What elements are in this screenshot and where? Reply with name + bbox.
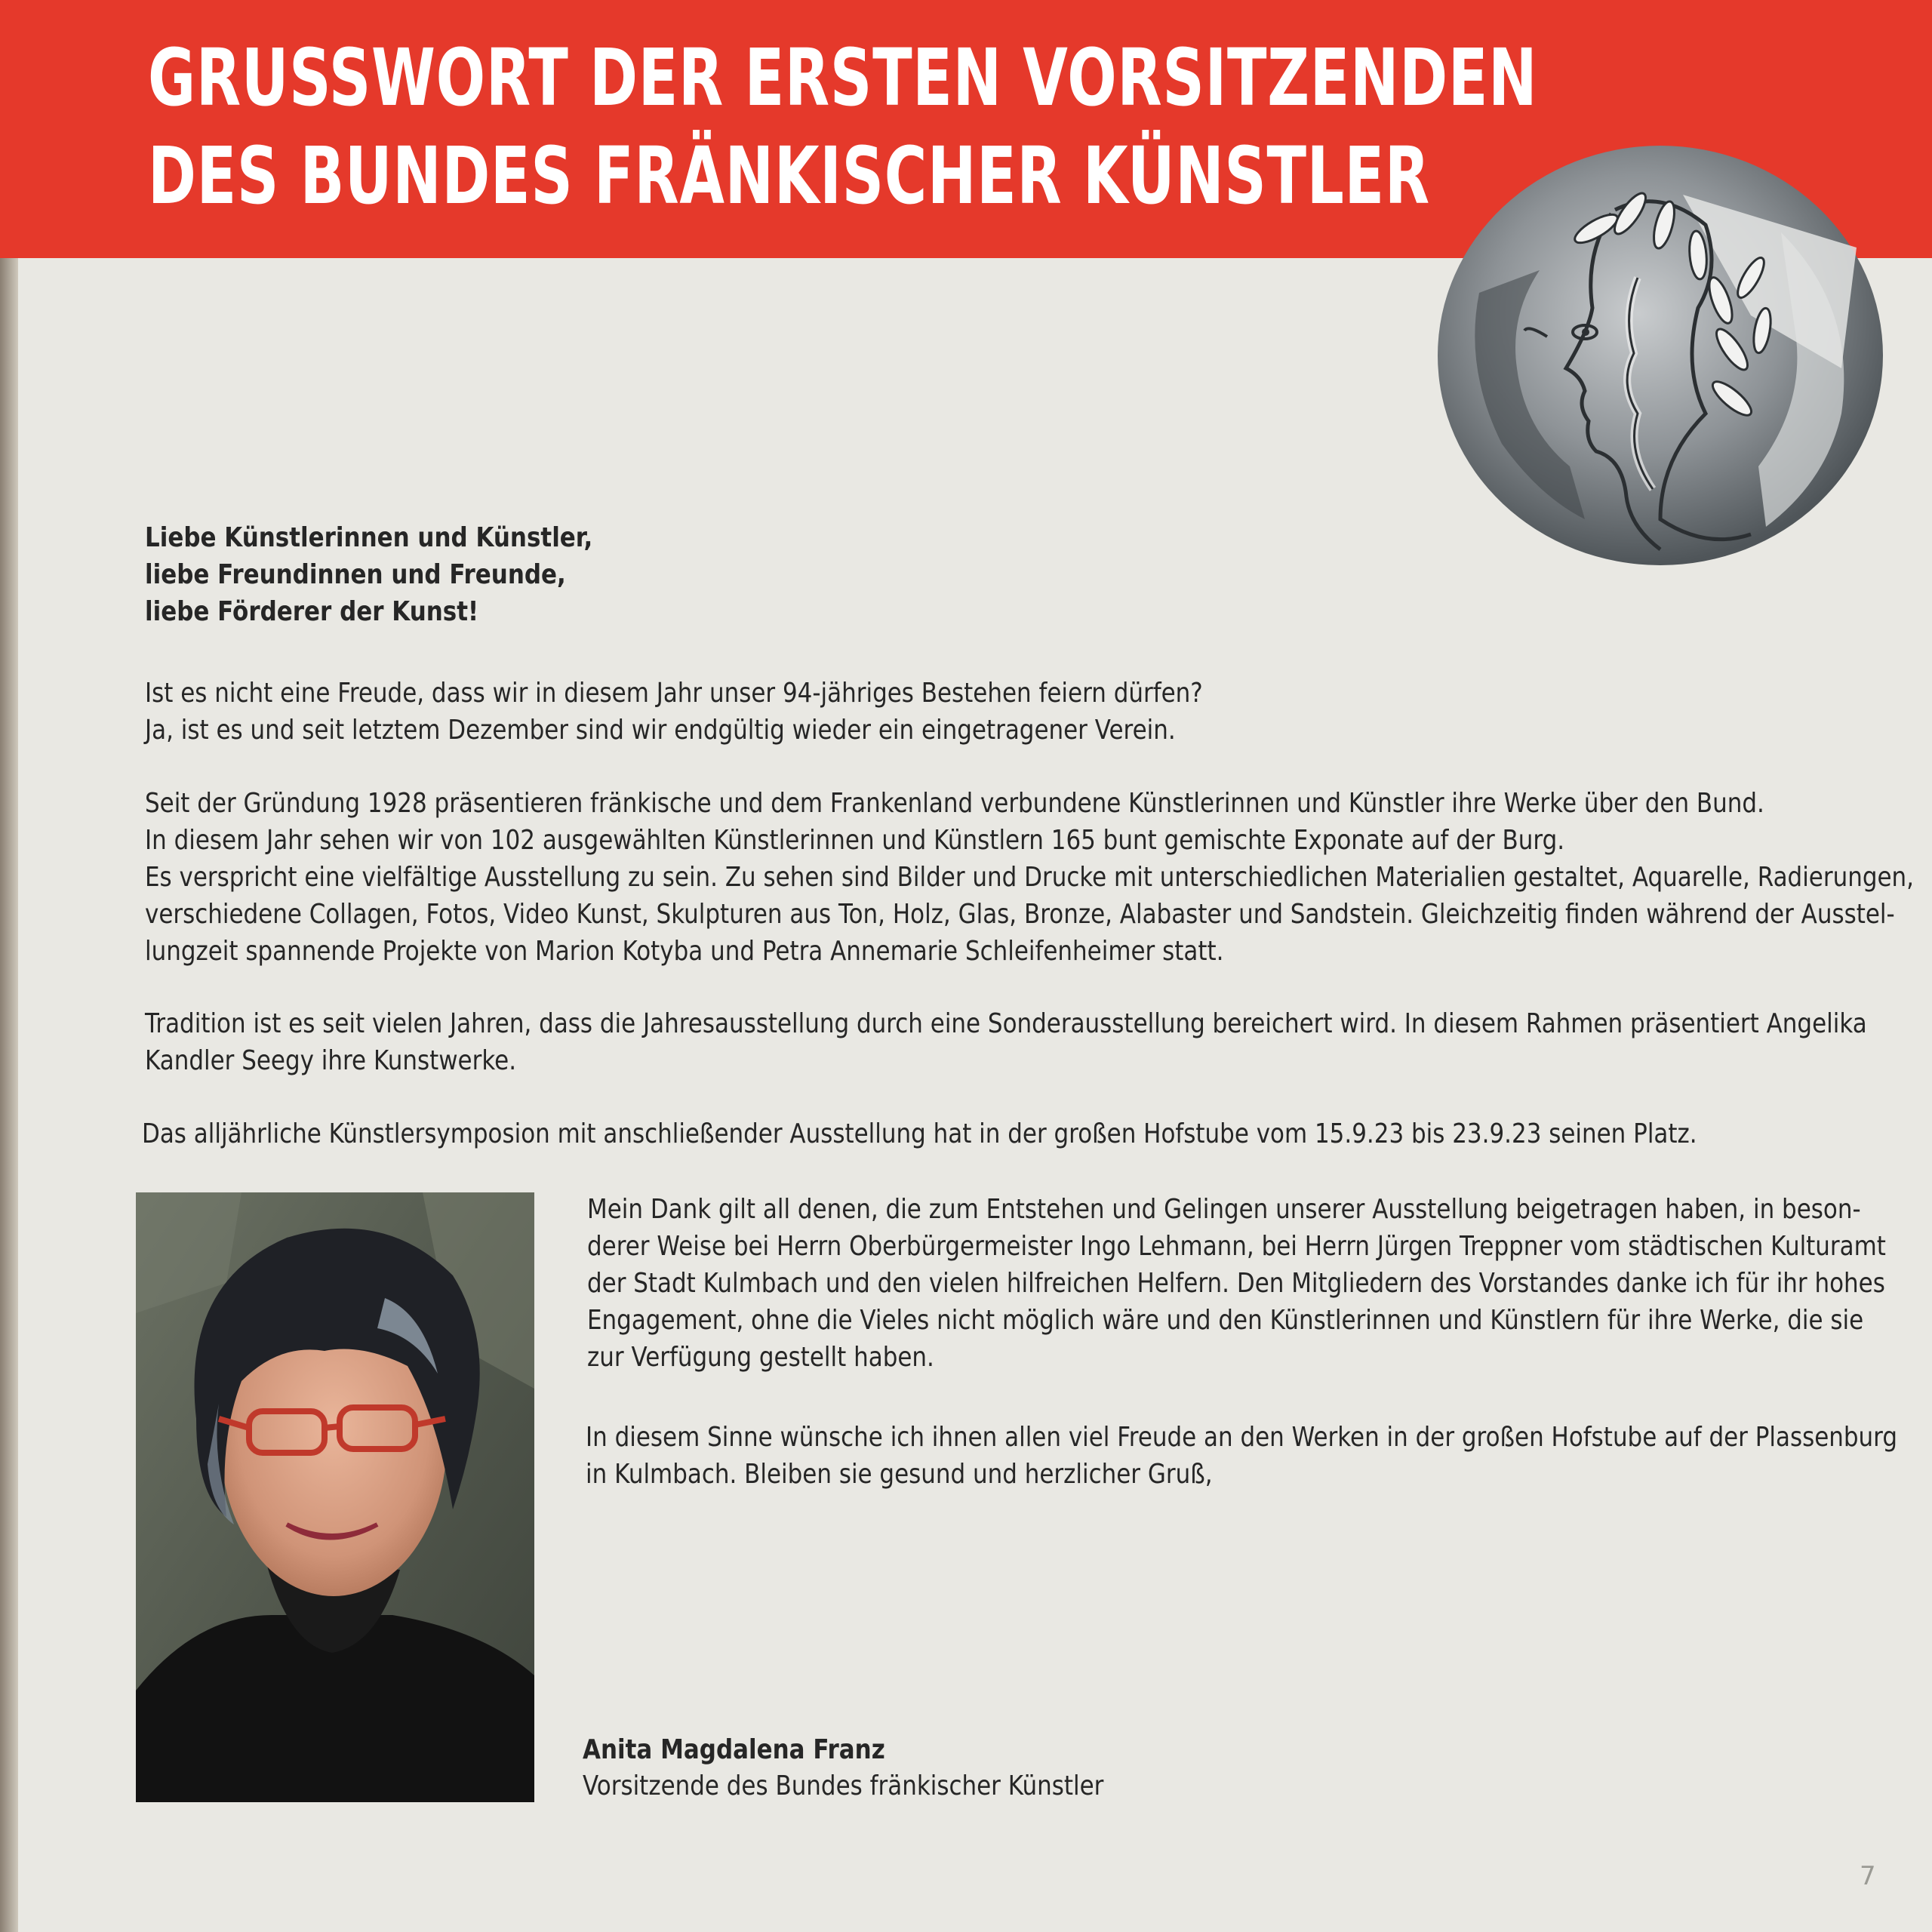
- salutation: [145, 519, 592, 630]
- text-line: Engagement, ohne die Vieles nicht möglich wäre und den Künstlerinnen und Künstlern für ihre Werke, die sie: [587, 1305, 1864, 1336]
- paragraph-symposion: [142, 1115, 1697, 1152]
- page-number: 7: [1860, 1861, 1876, 1891]
- text-line: der Stadt Kulmbach und den vielen hilfreichen Helfern. Den Mitgliedern des Vorstandes danke ich für ihr hohes: [587, 1268, 1885, 1299]
- text-line: In diesem Sinne wünsche ich ihnen allen viel Freude an den Werken in der großen Hofstube auf der Plassenburg: [586, 1422, 1897, 1453]
- text-line: zur Verfügung gestellt haben.: [587, 1342, 934, 1373]
- laurel-head-medallion-icon: [1434, 142, 1887, 569]
- text-line: Kandler Seegy ihre Kunstwerke.: [145, 1045, 517, 1076]
- text-line: Das alljährliche Künstlersymposion mit anschließender Ausstellung hat in der großen Hofstube vom 15.9.23 bis 23.9.23 seinen Platz.: [142, 1118, 1697, 1149]
- text-line: Ist es nicht eine Freude, dass wir in diesem Jahr unser 94-jähriges Bestehen feiern dürfen?: [145, 678, 1203, 709]
- page-title: [148, 29, 1537, 225]
- portrait-photo-icon: [136, 1192, 534, 1802]
- paragraph-thanks: [587, 1191, 1886, 1376]
- salutation-line: Liebe Künstlerinnen und Künstler,: [145, 522, 593, 553]
- paragraph-special-exhibition: [145, 1005, 1867, 1079]
- text-line: Ja, ist es und seit letztem Dezember sind wir endgültig wieder ein eingetragener Verein.: [145, 715, 1176, 746]
- text-line: Mein Dank gilt all denen, die zum Entstehen und Gelingen unserer Ausstellung beigetragen haben, in beson-: [587, 1194, 1861, 1225]
- text-line: Es verspricht eine vielfältige Ausstellung zu sein. Zu sehen sind Bilder und Drucke mit unterschiedlichen Materialien gestaltet, Aquarelle, Radierungen,: [145, 862, 1914, 893]
- text-line: Tradition ist es seit vielen Jahren, dass die Jahresausstellung durch eine Sonderausstellung bereichert wird. In diesem Rahmen präsentiert Angelika: [145, 1008, 1867, 1039]
- paragraph-closing: [586, 1419, 1897, 1493]
- signature-role: Vorsitzende des Bundes fränkischer Künstler: [583, 1770, 1104, 1801]
- text-line: lungzeit spannende Projekte von Marion Kotyba und Petra Annemarie Schleifenheimer statt.: [145, 936, 1224, 967]
- title-line: DES BUNDES FRÄNKISCHER KÜNSTLER: [148, 130, 1430, 222]
- signature-name: Anita Magdalena Franz: [583, 1734, 885, 1765]
- salutation-line: liebe Förderer der Kunst!: [145, 596, 479, 627]
- text-line: In diesem Jahr sehen wir von 102 ausgewählten Künstlerinnen und Künstlern 165 bunt gemischte Exponate auf der Burg.: [145, 825, 1565, 856]
- text-line: Seit der Gründung 1928 präsentieren fränkische und dem Frankenland verbundene Künstlerinnen und Künstler ihre Werke über den Bund.: [145, 788, 1764, 819]
- page-gutter-shadow: [0, 0, 18, 1932]
- text-line: verschiedene Collagen, Fotos, Video Kunst, Skulpturen aus Ton, Holz, Glas, Bronze, Alabaster und Sandstein. Gleichzeitig finden während der Ausstel-: [145, 899, 1895, 930]
- text-line: in Kulmbach. Bleiben sie gesund und herzlicher Gruß,: [586, 1459, 1213, 1490]
- salutation-line: liebe Freundinnen und Freunde,: [145, 559, 566, 590]
- paragraph-exhibition: [145, 785, 1914, 970]
- paragraph-anniversary: [145, 675, 1203, 749]
- text-line: derer Weise bei Herrn Oberbürgermeister Ingo Lehmann, bei Herrn Jürgen Treppner vom städtischen Kulturamt: [587, 1231, 1886, 1262]
- title-line: GRUSSWORT DER ERSTEN VORSITZENDEN: [148, 32, 1538, 124]
